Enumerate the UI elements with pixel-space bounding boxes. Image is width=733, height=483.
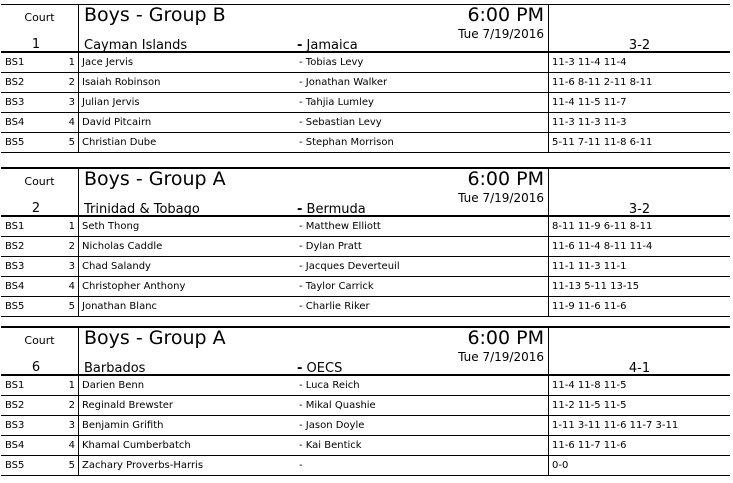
match-info: [79, 5, 549, 51]
table-row: [1, 416, 730, 436]
game-scores: 11-4 11-5 11-7: [552, 97, 627, 108]
player-b: - Jason Doyle: [299, 420, 365, 431]
result-cell: [549, 328, 730, 374]
table-row: [1, 396, 730, 416]
match-result: 4-1: [628, 361, 651, 376]
player-b: - Tobias Levy: [299, 57, 364, 68]
court-label: Court: [24, 175, 55, 188]
player-a: Chad Salandy: [82, 261, 151, 272]
player-b: - Taylor Carrick: [299, 281, 374, 292]
rubber-number: 4: [68, 117, 75, 128]
player-a: Khamal Cumberbatch: [82, 440, 191, 451]
team-separator: -: [297, 38, 303, 53]
player-a: Jace Jervis: [82, 57, 134, 68]
rubber-code: BS1: [5, 380, 25, 391]
game-scores: 11-6 11-4 8-11 11-4: [552, 241, 653, 252]
table-row: [1, 217, 730, 237]
player-b: - Matthew Elliott: [299, 221, 381, 232]
rubber-code: BS4: [5, 440, 25, 451]
rubber-number: 4: [68, 440, 75, 451]
rubber-code: BS5: [5, 137, 25, 148]
match-header: [1, 4, 730, 53]
team-b-name: OECS: [306, 361, 343, 376]
rubber-number: 1: [68, 221, 75, 232]
game-scores: 11-6 8-11 2-11 8-11: [552, 77, 653, 88]
table-row: [1, 113, 730, 133]
match-result: 3-2: [628, 38, 651, 53]
match-info: [79, 169, 549, 215]
game-scores: 11-2 11-5 11-5: [552, 400, 627, 411]
game-scores: 11-9 11-6 11-6: [552, 301, 627, 312]
game-scores: 1-11 3-11 11-6 11-7 3-11: [552, 420, 679, 431]
player-b: - Luca Reich: [299, 380, 360, 391]
match-time: 6:00 PM: [467, 168, 544, 190]
court-number: 1: [31, 37, 41, 52]
court-label: Court: [24, 334, 55, 347]
result-cell: [549, 169, 730, 215]
rubber-number: 5: [68, 460, 75, 471]
rubber-number: 2: [68, 77, 75, 88]
rubber-code: BS1: [5, 57, 25, 68]
player-a: Christian Dube: [82, 137, 157, 148]
table-row: [1, 297, 730, 317]
team-b: [297, 202, 366, 217]
rubber-code: BS2: [5, 77, 25, 88]
player-a: David Pitcairn: [82, 117, 152, 128]
match-block: [1, 326, 730, 476]
table-row: [1, 456, 730, 476]
rubber-number: 1: [68, 380, 75, 391]
game-scores: 5-11 7-11 11-8 6-11: [552, 137, 653, 148]
team-b: [297, 38, 358, 53]
game-scores: 8-11 11-9 6-11 8-11: [552, 221, 653, 232]
rubber-number: 5: [68, 137, 75, 148]
rubber-number: 5: [68, 301, 75, 312]
table-row: [1, 277, 730, 297]
player-b: - Tahjia Lumley: [299, 97, 374, 108]
player-b: - Charlie Riker: [299, 301, 370, 312]
player-b: - Stephan Morrison: [299, 137, 394, 148]
game-scores: 11-13 5-11 13-15: [552, 281, 640, 292]
rubber-code: BS2: [5, 400, 25, 411]
court-label: Court: [24, 11, 55, 24]
court-cell: [1, 328, 79, 374]
match-date: Tue 7/19/2016: [458, 27, 544, 41]
game-scores: 0-0: [552, 460, 569, 471]
game-scores: 11-1 11-3 11-1: [552, 261, 627, 272]
player-a: Nicholas Caddle: [82, 241, 163, 252]
rubber-number: 3: [68, 420, 75, 431]
group-title: Boys - Group B: [84, 4, 226, 26]
group-title: Boys - Group A: [84, 327, 226, 349]
table-row: [1, 237, 730, 257]
rubber-code: BS2: [5, 241, 25, 252]
player-b: - Mikal Quashie: [299, 400, 376, 411]
group-title: Boys - Group A: [84, 168, 226, 190]
team-a-name: Barbados: [84, 361, 146, 376]
player-a: Julian Jervis: [82, 97, 140, 108]
table-row: [1, 73, 730, 93]
table-row: [1, 257, 730, 277]
team-b-name: Jamaica: [306, 38, 358, 53]
rubber-code: BS5: [5, 460, 25, 471]
table-row: [1, 53, 730, 73]
match-date: Tue 7/19/2016: [458, 191, 544, 205]
player-b: - Kai Bentick: [299, 440, 362, 451]
court-cell: [1, 169, 79, 215]
rubber-number: 2: [68, 241, 75, 252]
court-cell: [1, 5, 79, 51]
match-time: 6:00 PM: [467, 327, 544, 349]
table-row: [1, 93, 730, 113]
match-block: [1, 167, 730, 317]
player-a: Christopher Anthony: [82, 281, 186, 292]
rubber-number: 3: [68, 97, 75, 108]
match-header: [1, 167, 730, 217]
team-b-name: Bermuda: [306, 202, 366, 217]
rubber-code: BS1: [5, 221, 25, 232]
player-b: -: [299, 460, 303, 471]
team-a-name: Cayman Islands: [84, 38, 188, 53]
rubber-number: 3: [68, 261, 75, 272]
player-a: Seth Thong: [82, 221, 140, 232]
match-time: 6:00 PM: [467, 4, 544, 26]
game-scores: 11-3 11-4 11-4: [552, 57, 627, 68]
table-row: [1, 376, 730, 396]
court-number: 6: [31, 360, 41, 375]
court-number: 2: [31, 201, 41, 216]
match-result: 3-2: [628, 202, 651, 217]
rubber-code: BS4: [5, 281, 25, 292]
match-block: [1, 4, 730, 153]
team-separator: -: [297, 202, 303, 217]
game-scores: 11-6 11-7 11-6: [552, 440, 627, 451]
player-b: - Jacques Deverteuil: [299, 261, 400, 272]
rubber-code: BS3: [5, 97, 25, 108]
match-header: [1, 326, 730, 376]
player-a: Zachary Proverbs-Harris: [82, 460, 204, 471]
game-scores: 11-4 11-8 11-5: [552, 380, 627, 391]
rubber-code: BS4: [5, 117, 25, 128]
player-a: Darien Benn: [82, 380, 145, 391]
rubber-number: 2: [68, 400, 75, 411]
player-b: - Dylan Pratt: [299, 241, 362, 252]
table-row: [1, 436, 730, 456]
player-b: - Jonathan Walker: [299, 77, 388, 88]
team-a-name: Trinidad & Tobago: [84, 202, 200, 217]
player-a: Reginald Brewster: [82, 400, 174, 411]
player-a: Benjamin Grifith: [82, 420, 164, 431]
team-separator: -: [297, 361, 303, 376]
game-scores: 11-3 11-3 11-3: [552, 117, 627, 128]
match-date: Tue 7/19/2016: [458, 350, 544, 364]
table-row: [1, 133, 730, 153]
rubber-code: BS3: [5, 261, 25, 272]
rubber-code: BS5: [5, 301, 25, 312]
result-cell: [549, 5, 730, 51]
match-info: [79, 328, 549, 374]
player-a: Jonathan Blanc: [82, 301, 158, 312]
rubber-code: BS3: [5, 420, 25, 431]
rubber-number: 4: [68, 281, 75, 292]
player-a: Isaiah Robinson: [82, 77, 161, 88]
team-b: [297, 361, 342, 376]
player-b: - Sebastian Levy: [299, 117, 382, 128]
rubber-number: 1: [68, 57, 75, 68]
